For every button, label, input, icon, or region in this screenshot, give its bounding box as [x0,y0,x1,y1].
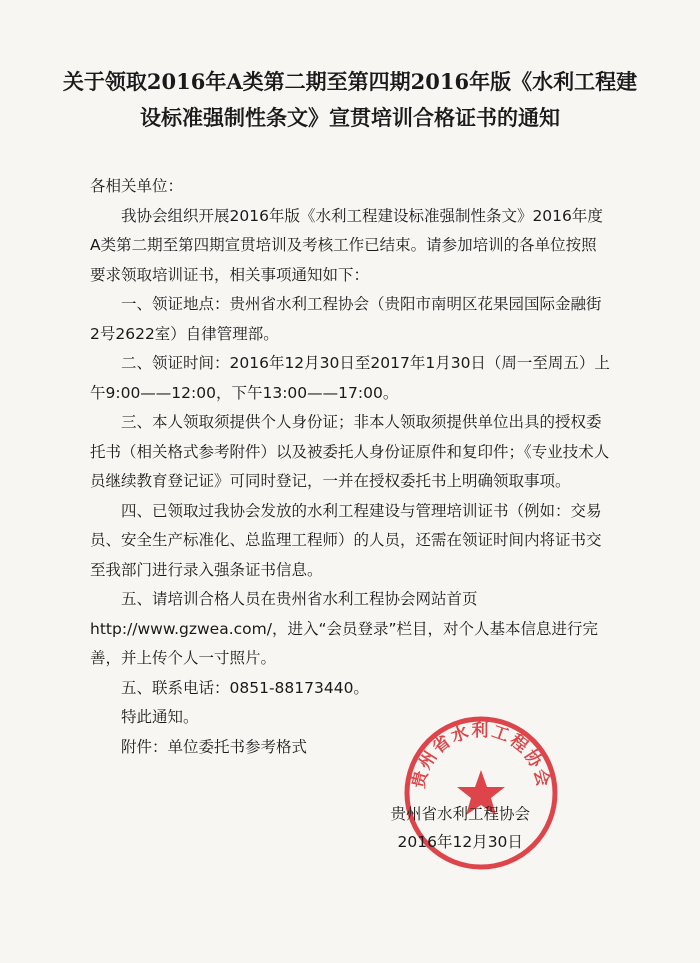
item-phone: 五、联系电话：0851-88173440。 [121,678,369,697]
item-previous-certificates: 四、已领取过我协会发放的水利工程建设与管理培训证书（例如：交易员、安全生产标准化、总监理工程师）的人员，还需在领证时间内将证书交至我部门进行录入强条证书信息。 [90,501,602,579]
signature-block [390,800,530,856]
item-location: 一、领证地点：贵州省水利工程协会（贵阳市南明区花果园国际金融街2号2622室）自律管理部。 [90,295,602,343]
signature-date: 2016年12月30日 [397,833,523,851]
document-body [90,172,610,762]
salutation: 各相关单位： [90,177,184,195]
closing-text: 特此通知。 [121,708,199,726]
attachment-note: 附件：单位委托书参考格式 [121,737,308,756]
intro-paragraph: 我协会组织开展2016年版《水利工程建设标准强制性条文》2016年度A类第二期至第四期宣贯培训及考核工作已结束。请参加培训的各单位按照要求领取培训证书，相关事项通知如下： [90,206,603,284]
item-time: 二、领证时间：2016年12月30日至2017年1月30日（周一至周五）上午9:00——12:00，下午13:00——17:00。 [90,354,610,402]
signature-org: 贵州省水利工程协会 [390,805,530,823]
item-website: 五、请培训合格人员在贵州省水利工程协会网站首页http://www.gzwea.com/，进入“会员登录”栏目，对个人基本信息进行完善，并上传个人一寸照片。 [90,590,599,667]
item-documents: 三、本人领取须提供个人身份证；非本人领取须提供单位出具的授权委托书（相关格式参考附件）以及被委托人身份证原件和复印件；《专业技术人员继续教育登记证》可同时登记，一并在授权委托书上明确领取事项。 [90,413,610,490]
document-title: 关于领取2016年A类第二期至第四期2016年版《水利工程建设标准强制性条文》宣贯培训合格证书的通知 [62,69,638,130]
seal-text: 贵州省水利工程协会 [408,721,554,791]
